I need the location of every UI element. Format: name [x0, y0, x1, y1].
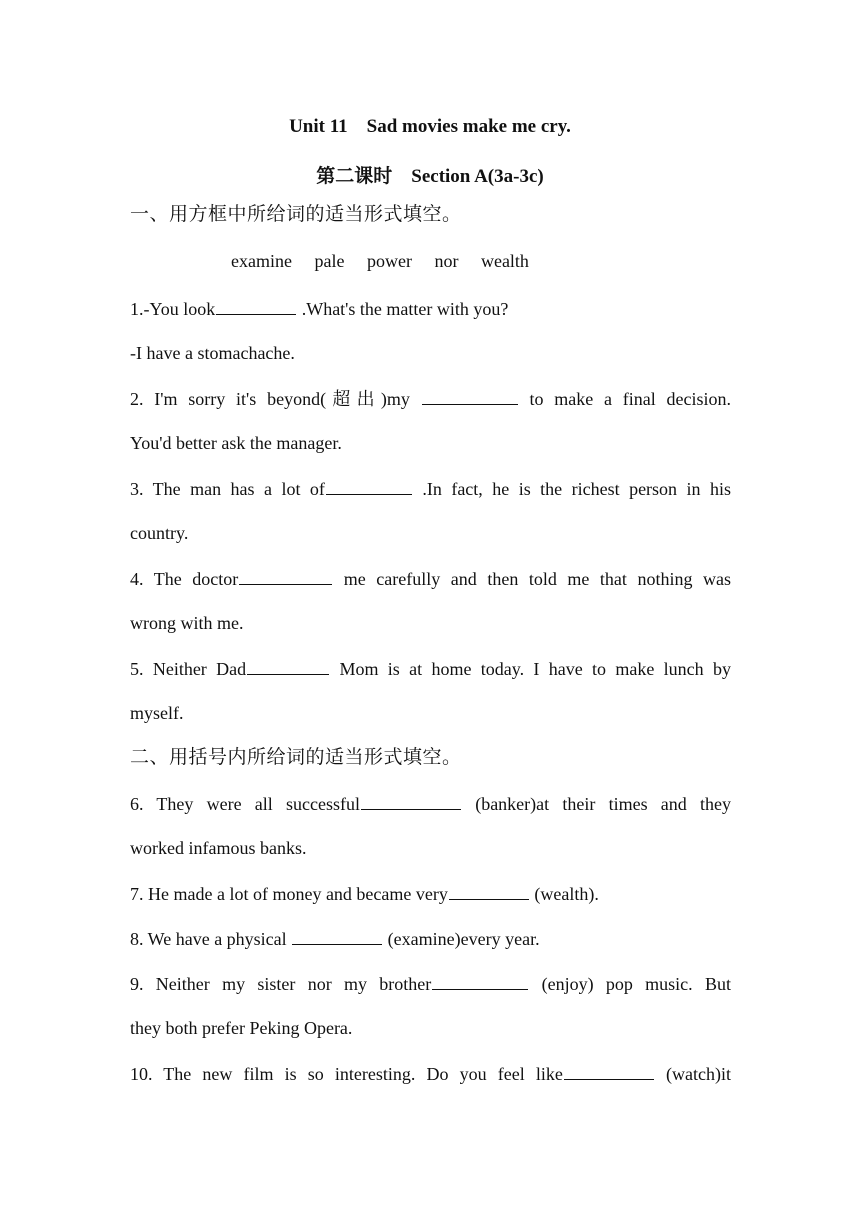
answer-blank-6[interactable] [361, 791, 461, 810]
question-1: 1.-You look .What's the matter with you? [130, 296, 731, 321]
word-wealth: wealth [480, 251, 529, 271]
question-4: 4. The doctor me carefully and then told me that nothing was [130, 566, 731, 591]
part1-heading: 一、用方框中所给词的适当形式填空。 [130, 204, 462, 225]
answer-blank-4[interactable] [239, 566, 332, 585]
question-3: 3. The man has a lot of .In fact, he is the richest person in his [130, 476, 731, 501]
answer-blank-3[interactable] [326, 476, 412, 495]
question-1-line2: -I have a stomachache. [130, 343, 295, 363]
answer-blank-10[interactable] [564, 1061, 654, 1080]
question-2: 2. I'm sorry it's beyond(超出)my to make a final decision. [130, 386, 731, 411]
answer-blank-7[interactable] [449, 881, 529, 900]
unit-title: Unit 11 Sad movies make me cry. [289, 116, 571, 137]
word-nor: nor [434, 251, 459, 271]
word-box [231, 251, 547, 272]
question-5-line2: myself. [130, 703, 184, 723]
question-5: 5. Neither Dad Mom is at home today. I have to make lunch by [130, 656, 731, 681]
answer-blank-2[interactable] [422, 386, 518, 405]
answer-blank-8[interactable] [292, 926, 382, 945]
question-6-line2: worked infamous banks. [130, 838, 307, 858]
word-power: power [366, 251, 412, 271]
question-9-line2: they both prefer Peking Opera. [130, 1018, 353, 1038]
answer-blank-9[interactable] [432, 971, 528, 990]
question-9: 9. Neither my sister nor my brother (enjoy) pop music. But [130, 971, 731, 996]
question-3-line2: country. [130, 523, 189, 543]
part2-heading: 二、用括号内所给词的适当形式填空。 [130, 747, 462, 768]
answer-blank-1[interactable] [216, 296, 296, 315]
question-4-line2: wrong with me. [130, 613, 244, 633]
question-8: 8. We have a physical (examine)every year. [130, 926, 731, 951]
question-10: 10. The new film is so interesting. Do you feel like (watch)it [130, 1061, 731, 1086]
question-6: 6. They were all successful (banker)at their times and they [130, 791, 731, 816]
question-7: 7. He made a lot of money and became very (wealth). [130, 881, 731, 906]
answer-blank-5[interactable] [247, 656, 329, 675]
word-examine: examine [231, 251, 292, 271]
word-pale: pale [314, 251, 345, 271]
question-2-line2: You'd better ask the manager. [130, 433, 342, 453]
lesson-subtitle: 第二课时 Section A(3a-3c) [316, 166, 544, 187]
